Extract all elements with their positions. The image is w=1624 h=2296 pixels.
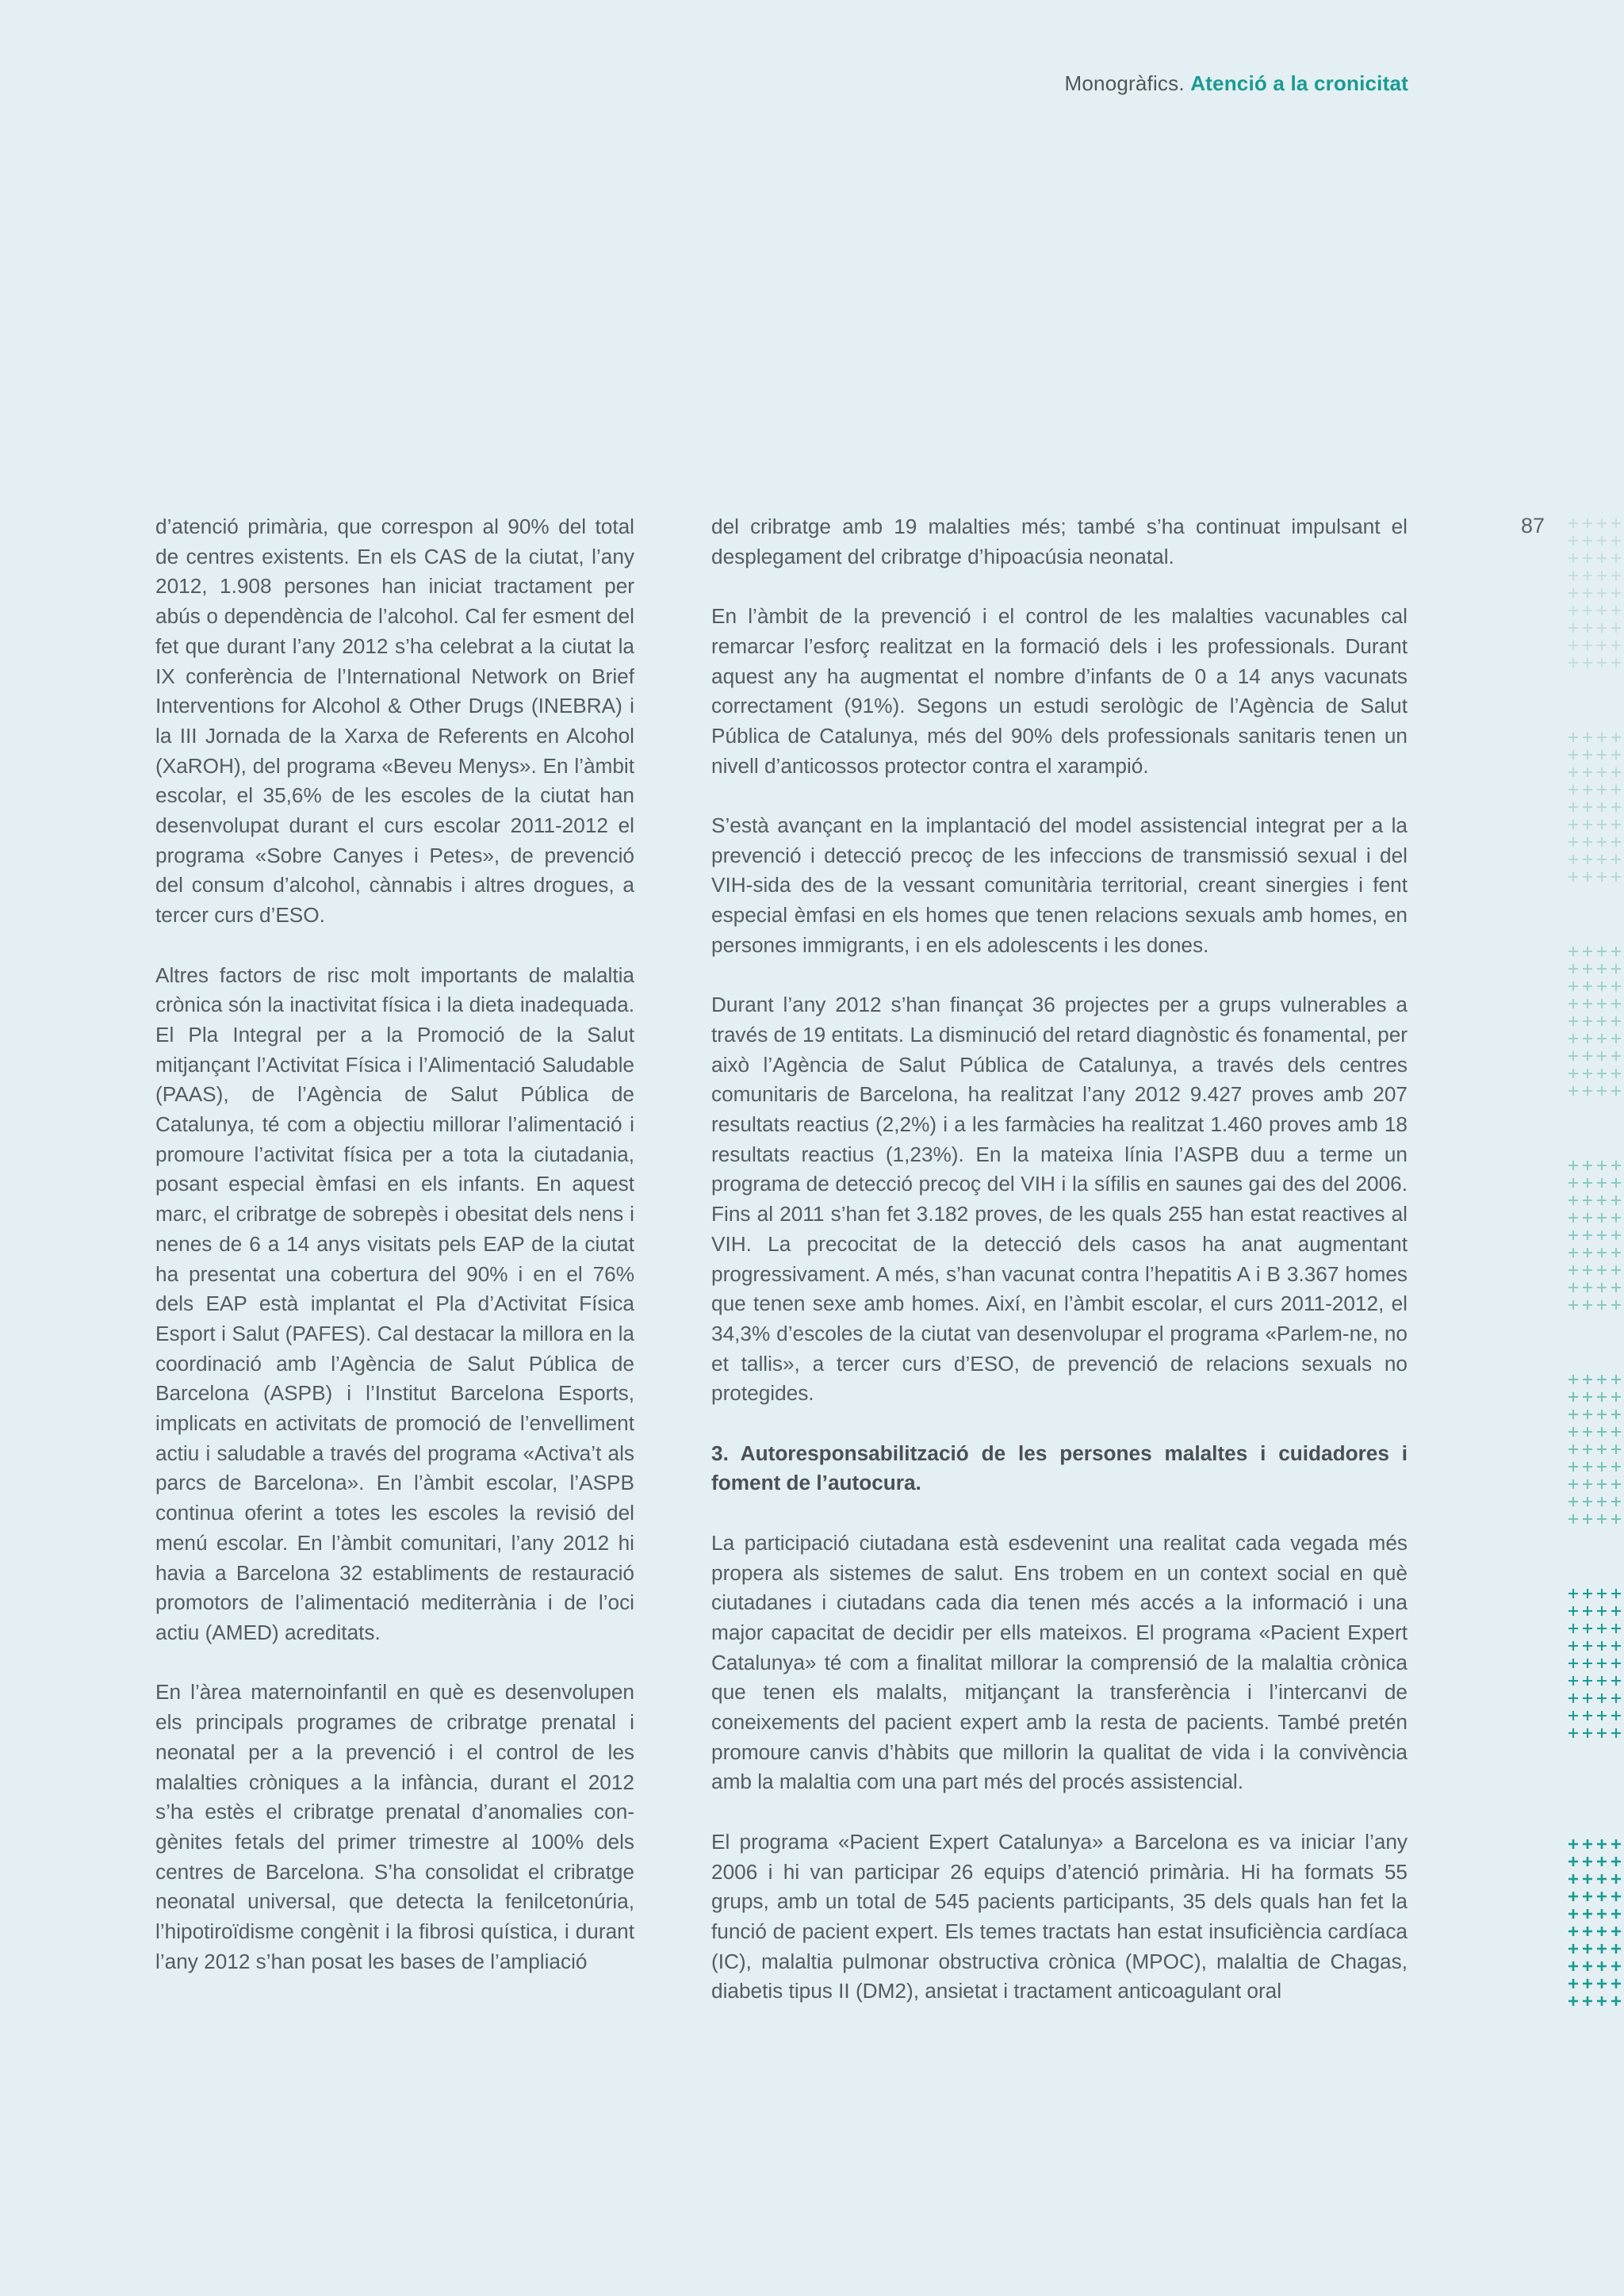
plus-icon — [1611, 1213, 1621, 1223]
plus-icon — [1611, 1178, 1621, 1188]
plus-icon — [1583, 1069, 1592, 1078]
plus-icon — [1568, 1711, 1578, 1720]
plus-icon — [1611, 947, 1621, 956]
plus-icon — [1611, 1427, 1621, 1437]
plus-icon — [1583, 606, 1592, 615]
plus-icon — [1568, 588, 1578, 598]
plus-icon — [1611, 1462, 1621, 1471]
plus-icon — [1568, 606, 1578, 615]
plus-icon — [1568, 1086, 1578, 1096]
plus-icon — [1611, 750, 1621, 760]
plus-icon — [1568, 1728, 1578, 1738]
plus-icon — [1597, 964, 1607, 974]
plus-icon — [1583, 1839, 1592, 1849]
plus-icon — [1611, 1676, 1621, 1686]
plus-icon — [1583, 1909, 1592, 1919]
plus-icon — [1597, 536, 1607, 545]
plus-icon — [1568, 1427, 1578, 1437]
plus-icon — [1568, 837, 1578, 847]
plus-icon — [1611, 1479, 1621, 1489]
plus-icon — [1583, 658, 1592, 668]
plus-icon — [1611, 1606, 1621, 1616]
plus-icon — [1568, 1161, 1578, 1170]
plus-icon — [1597, 1230, 1607, 1240]
plus-icon — [1568, 1283, 1578, 1292]
plus-icon — [1597, 623, 1607, 633]
plus-icon — [1583, 855, 1592, 864]
plus-icon — [1568, 658, 1578, 668]
plus-icon — [1611, 733, 1621, 742]
plus-icon — [1611, 519, 1621, 528]
plus-icon — [1611, 1839, 1621, 1849]
plus-icon — [1597, 982, 1607, 991]
plus-icon — [1583, 1944, 1592, 1954]
plus-icon — [1611, 606, 1621, 615]
plus-icon — [1597, 1711, 1607, 1720]
plus-icon — [1597, 1944, 1607, 1954]
plus-icon — [1583, 553, 1592, 563]
plus-icon — [1611, 1300, 1621, 1310]
plus-pattern-block — [1567, 1373, 1624, 1530]
plus-icon — [1597, 1589, 1607, 1598]
plus-icon — [1568, 1909, 1578, 1919]
running-header — [1065, 71, 1408, 96]
paragraph: El programa «Pacient Expert Catalunya» a Barcelona es va iniciar l’any 2006 i hi van participar 26 equips d’atenció primària. Hi ha formats 55 grups, amb un total de 545 pacients participants, 35 dels quals han fet la funció de pacient expert. Els temes tractats han estat insuficiència cardíaca (IC), malaltia pulmonar obstructiva crònica (MPOC), malaltia de Chagas, diabetis tipus II (DM2), ansietat i tractament anticoagulant oral — [711, 1829, 1408, 2003]
plus-icon — [1583, 1927, 1592, 1936]
plus-icon — [1611, 1161, 1621, 1170]
plus-icon — [1583, 1051, 1592, 1061]
plus-icon — [1568, 1300, 1578, 1310]
plus-icon — [1597, 658, 1607, 668]
plus-icon — [1597, 1410, 1607, 1419]
plus-icon — [1583, 999, 1592, 1008]
plus-icon — [1583, 571, 1592, 580]
plus-icon — [1568, 1410, 1578, 1419]
plus-icon — [1568, 820, 1578, 829]
plus-icon — [1583, 802, 1592, 812]
plus-icon — [1583, 785, 1592, 794]
plus-icon — [1568, 1892, 1578, 1901]
plus-icon — [1568, 1462, 1578, 1471]
plus-icon — [1568, 872, 1578, 882]
plus-icon — [1611, 1624, 1621, 1633]
plus-icon — [1611, 623, 1621, 633]
plus-icon — [1583, 1641, 1592, 1651]
plus-icon — [1568, 1606, 1578, 1616]
plus-icon — [1597, 1213, 1607, 1223]
plus-icon — [1583, 1161, 1592, 1170]
plus-icon — [1611, 855, 1621, 864]
plus-icon — [1597, 1996, 1607, 2006]
plus-icon — [1583, 767, 1592, 777]
header-title: Atenció a la cronicitat — [1190, 71, 1408, 95]
plus-icon — [1597, 553, 1607, 563]
plus-icon — [1597, 1927, 1607, 1936]
plus-icon — [1597, 1479, 1607, 1489]
plus-icon — [1583, 623, 1592, 633]
plus-icon — [1611, 982, 1621, 991]
plus-icon — [1597, 1392, 1607, 1402]
plus-icon — [1583, 837, 1592, 847]
plus-icon — [1611, 1693, 1621, 1703]
plus-icon — [1568, 553, 1578, 563]
plus-icon — [1597, 1892, 1607, 1901]
plus-icon — [1597, 1427, 1607, 1437]
plus-icon — [1611, 536, 1621, 545]
plus-icon — [1611, 1248, 1621, 1257]
plus-icon — [1568, 1944, 1578, 1954]
plus-icon — [1583, 1248, 1592, 1257]
plus-icon — [1583, 1479, 1592, 1489]
plus-icon — [1583, 1497, 1592, 1506]
plus-icon — [1611, 964, 1621, 974]
plus-icon — [1583, 1514, 1592, 1524]
plus-icon — [1583, 588, 1592, 598]
plus-icon — [1597, 1676, 1607, 1686]
paragraph: Durant l’any 2012 s’han finançat 36 projectes per a grups vulnerables a través de 19 entitats. La disminució del retard diagnòstic és fonamental, per això l’Agència de Salut Pública de Catalunya, a través dels centres comunitaris de Barcelona, ha realitzat l’any 2012 9.427 proves amb 207 resultats reactius (2,2%) i a les farmàcies ha realitzat 1.460 proves amb 18 resultats reactius (1,23%). En la mateixa línia l’ASPB duu a terme un programa de detecció precoç del VIH i la sífilis en saunes gai des del 2006. Fins al 2011 s’han fet 3.182 proves, de les quals 255 han estat reactives al VIH. La precocitat de la detecció dels casos ha anat augmentant progressivament. A més, s’han vacunat contra l’hepatitis A i B 3.367 homes que tenen sexe amb homes. Així, en l’àmbit escolar, el curs 2011-2012, el 34,3% d’escoles de la ciutat van desenvolupar el programa «Parlem-ne, no et tallis», a tercer curs d’ESO, de prevenció de relacions sexuals no protegides. — [711, 993, 1408, 1406]
plus-icon — [1583, 1676, 1592, 1686]
paragraph: S’està avançant en la implantació del model assistencial integrat per a la prevenció i detecció precoç de les infeccions de transmissió sexual i del VIH-sida des de la vessant comunitària territorial, creant sinergies i fent especial èmfasi en els homes que tenen relacions sexuals amb homes, en persones immigrants, i en els adolescents i les dones. — [711, 813, 1408, 957]
plus-icon — [1597, 1659, 1607, 1668]
plus-icon — [1611, 1196, 1621, 1205]
plus-icon — [1568, 964, 1578, 974]
plus-icon — [1583, 536, 1592, 545]
plus-icon — [1597, 1874, 1607, 1884]
plus-icon — [1568, 519, 1578, 528]
plus-icon — [1583, 947, 1592, 956]
plus-icon — [1611, 588, 1621, 598]
plus-icon — [1583, 1283, 1592, 1292]
plus-icon — [1568, 1641, 1578, 1651]
plus-icon — [1597, 1839, 1607, 1849]
plus-icon — [1583, 641, 1592, 650]
plus-icon — [1568, 802, 1578, 812]
plus-icon — [1611, 1034, 1621, 1043]
plus-icon — [1583, 820, 1592, 829]
plus-icon — [1568, 1857, 1578, 1866]
plus-icon — [1611, 820, 1621, 829]
plus-icon — [1583, 1711, 1592, 1720]
plus-icon — [1597, 820, 1607, 829]
plus-icon — [1611, 1283, 1621, 1292]
plus-icon — [1583, 1016, 1592, 1026]
plus-icon — [1611, 1857, 1621, 1866]
plus-icon — [1583, 1996, 1592, 2006]
plus-icon — [1597, 1961, 1607, 1971]
page-number: 87 — [1521, 514, 1545, 538]
plus-pattern-block — [1567, 1159, 1624, 1316]
plus-icon — [1568, 1874, 1578, 1884]
plus-pattern-block — [1567, 731, 1624, 888]
plus-icon — [1568, 1514, 1578, 1524]
paragraph: Altres factors de risc molt importants de malaltia crònica són la inactivitat física i la dieta inadequada. El Pla Integral per a la Promoció de la Salut mitjançant l’Activitat Física i l’Alimentació Saludable (PAAS), de l’Agència de Salut Pública de Catalunya, té com a objectiu millorar l’alimentació i promoure l’activitat física per a tota la ciutadania, posant especial èmfasi en els infants. En aquest marc, el cribratge de sobrepès i obesitat dels nens i nenes de 6 a 14 anys visitats pels EAP de la ciutat ha presentat una cobertura del 90% i en el 76% dels EAP està implantat el Pla d’Activitat Física Esport i Salut (PAFES). Cal destacar la millora en la coordinació amb l’Agència de Salut Pública de Barcelona (ASPB) i l’Institut Barcelona Esports, implicats en activitats de promoció de l’envelliment actiu i saludable a través del programa «Activa’t als parcs de Barcelona». En l’àmbit escolar, l’ASPB continua oferint a totes les escoles la revisió del menú escolar. En l’àmbit comunitari, l’any 2012 hi havia a Barcelona 32 establiments de restauració promotors de l’alimentació mediterrània i de l’oci actiu (AMED) acreditats. — [155, 962, 634, 1644]
plus-icon — [1597, 1283, 1607, 1292]
plus-icon — [1568, 1213, 1578, 1223]
plus-icon — [1583, 1462, 1592, 1471]
plus-icon — [1568, 1392, 1578, 1402]
plus-icon — [1568, 767, 1578, 777]
plus-icon — [1597, 1693, 1607, 1703]
plus-icon — [1568, 1069, 1578, 1078]
plus-icon — [1568, 1589, 1578, 1598]
paragraph: d’atenció primària, que correspon al 90% del total de centres existents. En els CAS de la ciutat, l’any 2012, 1.908 persones han iniciat tractament per abús o dependència de l’alcohol. Cal fer esment del fet que durant l’any 2012 s’ha celebrat a la ciutat la IX conferència de l’International Network on Brief Interventions for Alcohol & Other Drugs (INEBRA) i la III Jornada de la Xarxa de Referents en Alcohol (XaROH), del programa «Beveu Menys». En l’àmbit escolar, el 35,6% de les escoles de la ciutat han desenvolupat durant el curs escolar 2011-2012 el programa «Sobre Canyes i Petes», de prevenció del consum d’alcohol, cànnabis i altres drogues, a tercer curs d’ESO. — [155, 515, 634, 928]
plus-icon — [1568, 1676, 1578, 1686]
plus-icon — [1583, 1427, 1592, 1437]
plus-pattern-block — [1567, 517, 1624, 674]
plus-icon — [1597, 571, 1607, 580]
plus-icon — [1583, 1728, 1592, 1738]
plus-icon — [1583, 1857, 1592, 1866]
plus-icon — [1597, 855, 1607, 864]
plus-icon — [1597, 1161, 1607, 1170]
plus-icon — [1583, 1034, 1592, 1043]
plus-icon — [1583, 1178, 1592, 1188]
plus-icon — [1597, 1069, 1607, 1078]
plus-icon — [1568, 1248, 1578, 1257]
plus-pattern-block — [1567, 1838, 1624, 2012]
plus-icon — [1583, 1979, 1592, 1988]
plus-icon — [1583, 1410, 1592, 1419]
plus-icon — [1611, 1711, 1621, 1720]
plus-icon — [1583, 1392, 1592, 1402]
plus-icon — [1611, 767, 1621, 777]
plus-icon — [1597, 1034, 1607, 1043]
plus-icon — [1597, 1728, 1607, 1738]
plus-icon — [1583, 1874, 1592, 1884]
plus-icon — [1597, 1857, 1607, 1866]
plus-icon — [1597, 947, 1607, 956]
plus-icon — [1611, 1445, 1621, 1454]
plus-icon — [1568, 1051, 1578, 1061]
plus-icon — [1568, 1265, 1578, 1275]
plus-icon — [1583, 1375, 1592, 1384]
plus-icon — [1597, 872, 1607, 882]
plus-icon — [1597, 1051, 1607, 1061]
left-column — [155, 512, 634, 2007]
plus-icon — [1568, 1479, 1578, 1489]
plus-icon — [1611, 1659, 1621, 1668]
plus-icon — [1568, 750, 1578, 760]
plus-icon — [1597, 1375, 1607, 1384]
plus-icon — [1611, 1265, 1621, 1275]
plus-icon — [1611, 802, 1621, 812]
plus-icon — [1568, 1979, 1578, 1988]
plus-icon — [1597, 1979, 1607, 1988]
plus-icon — [1611, 1979, 1621, 1988]
plus-icon — [1568, 1375, 1578, 1384]
right-column — [711, 512, 1408, 2037]
plus-icon — [1568, 1497, 1578, 1506]
plus-icon — [1568, 1996, 1578, 2006]
plus-icon — [1568, 623, 1578, 633]
plus-icon — [1597, 641, 1607, 650]
paragraph: La participació ciutadana està esdevenint una realitat cada vegada més propera als sistemes de salut. Ens trobem en un context social en què ciutadanes i ciutadans cada dia tenen més accés a la informació i una major capacitat de decidir per ells mateixos. El programa «Pacient Expert Catalunya» té com a finalitat millorar la comprensió de la malaltia crònica que tenen els malalts, mitjançant la transferència i l’intercanvi de coneixements del pacient expert amb la resta de pacients. També pretén promoure canvis d’hàbits que millorin la qualitat de vida i la convivència amb la malaltia com una part més del procés assistencial. — [711, 1530, 1408, 1794]
plus-icon — [1583, 1445, 1592, 1454]
plus-icon — [1583, 1230, 1592, 1240]
plus-icon — [1568, 1693, 1578, 1703]
plus-icon — [1611, 1944, 1621, 1954]
plus-icon — [1583, 1086, 1592, 1096]
header-section: Monogràfics. — [1064, 71, 1185, 95]
plus-icon — [1597, 1462, 1607, 1471]
plus-icon — [1597, 1445, 1607, 1454]
paragraph: En l’àrea maternoinfantil en què es desenvolupen els principals programes de cribratge prenatal i neonatal per a la prevenció i el control de les malalties cròniques a la infància, durant el 2012 s’ha estès el cribratge prenatal d’anomalies congènites fetals del primer trimestre al 100% dels centres de Barcelona. S’ha consolidat el cribratge neonatal universal, que detecta la fenilcetonúria, l’hipotiroïdisme congènit i la fibrosi quística, i durant l’any 2012 s’han posat les bases de l’ampliació — [155, 1680, 634, 1973]
plus-icon — [1611, 553, 1621, 563]
plus-icon — [1568, 947, 1578, 956]
paragraph: En l’àmbit de la prevenció i el control de les malalties vacunables cal remarcar l’esforç realitzat en la formació dels i les professionals. Durant aquest any ha augmentat el nombre d’infants de 0 a 14 anys vacunats correctament (91%). Segons un estudi serològic de l’Agència de Salut Pública de Catalunya, més del 90% dels professionals sanitaris tenen un nivell d’anticossos protector contra el xarampió. — [711, 604, 1408, 778]
plus-icon — [1583, 964, 1592, 974]
plus-icon — [1568, 1839, 1578, 1849]
plus-icon — [1597, 1909, 1607, 1919]
plus-icon — [1583, 519, 1592, 528]
plus-icon — [1597, 1300, 1607, 1310]
plus-icon — [1611, 837, 1621, 847]
plus-icon — [1597, 1016, 1607, 1026]
plus-icon — [1583, 1961, 1592, 1971]
plus-icon — [1597, 1196, 1607, 1205]
plus-icon — [1597, 767, 1607, 777]
plus-icon — [1568, 536, 1578, 545]
plus-icon — [1597, 1606, 1607, 1616]
plus-icon — [1597, 1641, 1607, 1651]
plus-pattern-block — [1567, 945, 1624, 1102]
section-heading: 3. Autoresponsabilització de les persones malaltes i cuidadores i foment de l’autocura. — [711, 1441, 1408, 1495]
plus-icon — [1583, 750, 1592, 760]
plus-icon — [1597, 733, 1607, 742]
plus-icon — [1597, 606, 1607, 615]
plus-icon — [1568, 571, 1578, 580]
plus-icon — [1611, 1641, 1621, 1651]
plus-icon — [1568, 733, 1578, 742]
plus-icon — [1611, 658, 1621, 668]
plus-icon — [1611, 1892, 1621, 1901]
plus-icon — [1597, 1624, 1607, 1633]
plus-icon — [1568, 1961, 1578, 1971]
plus-icon — [1611, 1375, 1621, 1384]
plus-icon — [1583, 1300, 1592, 1310]
plus-icon — [1568, 1034, 1578, 1043]
plus-icon — [1568, 1927, 1578, 1936]
plus-icon — [1583, 1606, 1592, 1616]
plus-icon — [1583, 1213, 1592, 1223]
plus-icon — [1583, 1265, 1592, 1275]
plus-icon — [1611, 1086, 1621, 1096]
plus-icon — [1597, 1265, 1607, 1275]
plus-icon — [1583, 1659, 1592, 1668]
plus-icon — [1611, 571, 1621, 580]
plus-icon — [1611, 1497, 1621, 1506]
plus-icon — [1597, 785, 1607, 794]
plus-icon — [1611, 1392, 1621, 1402]
plus-icon — [1611, 1069, 1621, 1078]
plus-icon — [1611, 872, 1621, 882]
plus-icon — [1597, 837, 1607, 847]
plus-icon — [1568, 1196, 1578, 1205]
plus-icon — [1583, 1589, 1592, 1598]
plus-icon — [1597, 588, 1607, 598]
plus-icon — [1611, 1874, 1621, 1884]
plus-icon — [1583, 982, 1592, 991]
plus-icon — [1568, 1659, 1578, 1668]
paragraph: del cribratge amb 19 malalties més; també s’ha continuat impulsant el desplegament del cribratge d’hipoacúsia neonatal. — [711, 515, 1408, 568]
plus-icon — [1611, 641, 1621, 650]
plus-icon — [1597, 750, 1607, 760]
plus-icon — [1568, 999, 1578, 1008]
plus-icon — [1611, 1589, 1621, 1598]
plus-icon — [1583, 733, 1592, 742]
plus-icon — [1611, 1728, 1621, 1738]
plus-icon — [1611, 1410, 1621, 1419]
plus-icon — [1597, 1086, 1607, 1096]
plus-icon — [1568, 1624, 1578, 1633]
plus-icon — [1611, 1996, 1621, 2006]
plus-icon — [1611, 1016, 1621, 1026]
plus-icon — [1597, 1514, 1607, 1524]
plus-icon — [1597, 802, 1607, 812]
plus-icon — [1568, 641, 1578, 650]
plus-icon — [1568, 855, 1578, 864]
plus-icon — [1583, 1196, 1592, 1205]
plus-icon — [1611, 785, 1621, 794]
plus-icon — [1583, 1892, 1592, 1901]
plus-icon — [1597, 1497, 1607, 1506]
plus-icon — [1583, 1693, 1592, 1703]
plus-icon — [1568, 1230, 1578, 1240]
plus-icon — [1597, 1248, 1607, 1257]
plus-icon — [1611, 1909, 1621, 1919]
plus-icon — [1611, 1051, 1621, 1061]
plus-icon — [1568, 1178, 1578, 1188]
plus-icon — [1597, 999, 1607, 1008]
plus-icon — [1611, 1927, 1621, 1936]
plus-icon — [1583, 1624, 1592, 1633]
plus-icon — [1583, 872, 1592, 882]
plus-icon — [1568, 1016, 1578, 1026]
plus-pattern-block — [1567, 1587, 1624, 1744]
plus-icon — [1611, 1514, 1621, 1524]
plus-icon — [1568, 982, 1578, 991]
plus-icon — [1611, 1230, 1621, 1240]
plus-icon — [1568, 785, 1578, 794]
plus-icon — [1597, 1178, 1607, 1188]
plus-icon — [1568, 1445, 1578, 1454]
plus-icon — [1611, 1961, 1621, 1971]
plus-icon — [1611, 999, 1621, 1008]
plus-icon — [1597, 519, 1607, 528]
